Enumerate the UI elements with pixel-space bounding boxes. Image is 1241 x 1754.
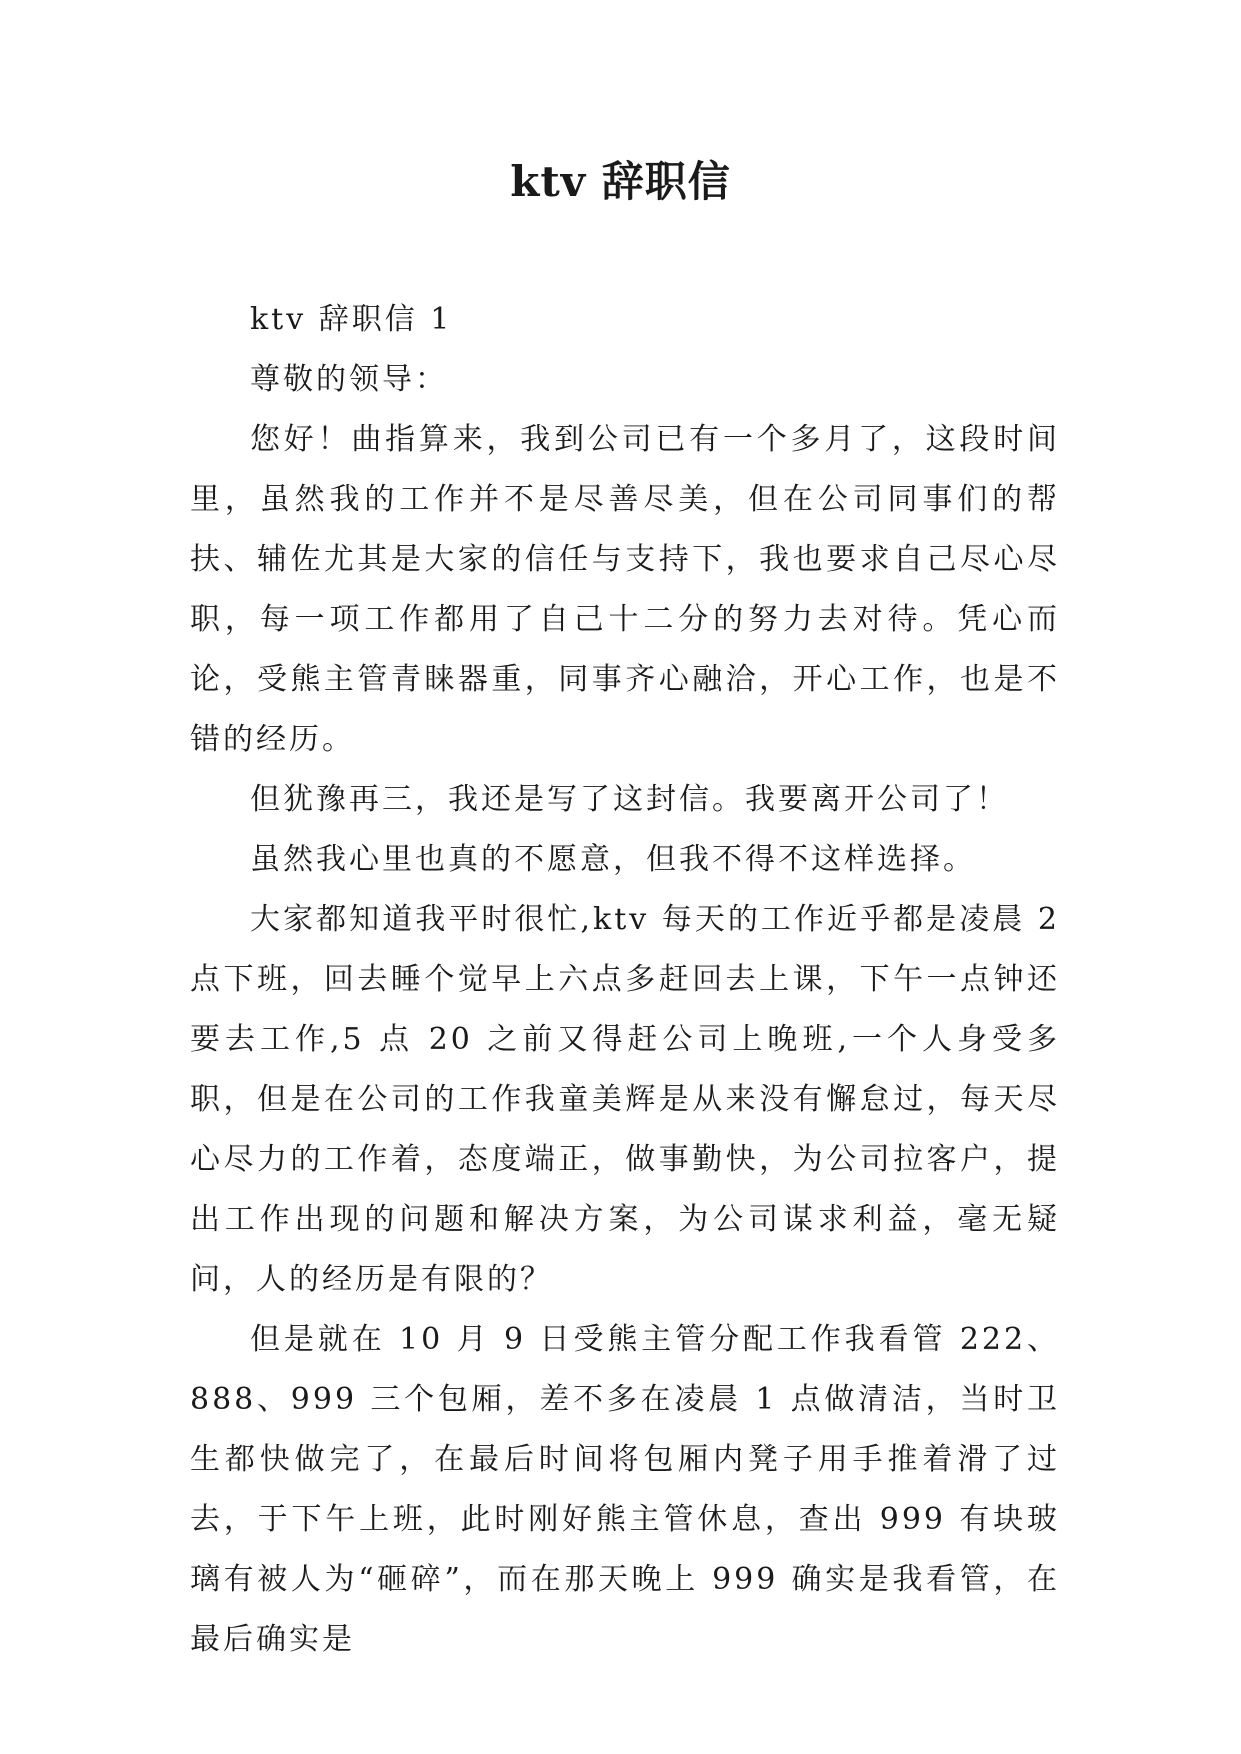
letter-body [190, 290, 1060, 1670]
paragraph-greeting: 您好！曲指算来，我到公司已有一个多月了，这段时间里，虽然我的工作并不是尽善尽美，但在公司同事们的帮扶、辅佐尤其是大家的信任与支持下，我也要求自己尽心尽职，每一项工作都用了自己十二分的努力去对待。凭心而论，受熊主管青睐器重，同事齐心融洽，开心工作，也是不错的经历。 [190, 422, 1060, 757]
paragraph-schedule: 大家都知道我平时很忙,ktv 每天的工作近乎都是凌晨 2 点下班，回去睡个觉早上六点多赶回去上课，下午一点钟还要去工作,5 点 20 之前又得赶公司上晚班,一个人身受多职，但是在公司的工作我童美辉是从来没有懈怠过，每天尽心尽力的工作着，态度端正，做事勤快，为公司拉客户，提出工作出现的问题和解决方案，为公司谋求利益，毫无疑问，人的经历是有限的？ [190, 902, 1060, 1297]
document-title: ktv 辞职信 [510, 157, 731, 206]
paragraph-salutation: 尊敬的领导： [250, 362, 448, 397]
paragraph-reluctance: 虽然我心里也真的不愿意，但我不得不这样选择。 [250, 842, 976, 877]
paragraph-decision: 但犹豫再三，我还是写了这封信。我要离开公司了！ [250, 782, 1009, 817]
paragraph-incident: 但是就在 10 月 9 日受熊主管分配工作我看管 222、888、999 三个包厢，差不多在凌晨 1 点做清洁，当时卫生都快做完了，在最后时间将包厢内凳子用手推着滑了过去，于下午上班，此时刚好熊主管休息，查出 999 有块玻璃有被人为“砸碎”，而在那天晚上 999 确实是我看管，在最后确实是 [190, 1322, 1060, 1657]
paragraph-heading: ktv 辞职信 1 [250, 302, 453, 337]
